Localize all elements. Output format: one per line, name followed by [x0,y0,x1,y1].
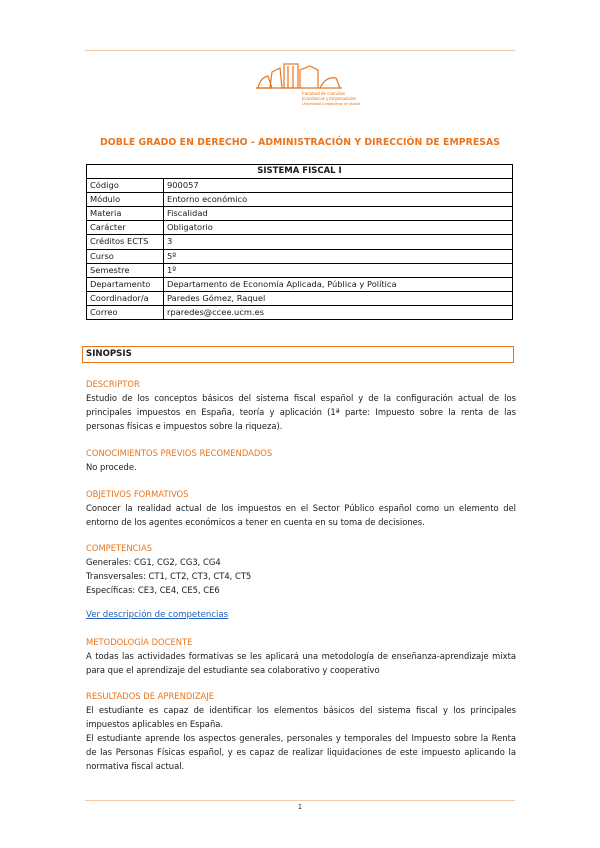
row-label: Correo [87,305,164,319]
row-label: Módulo [87,193,164,207]
table-row [87,235,513,249]
prior-knowledge-text: No procede. [86,462,137,473]
table-row [87,305,513,319]
logo-line-2: Económicas y Empresariales [302,96,356,101]
footer-divider [85,800,515,801]
row-label: Departamento [87,277,164,291]
methodology-heading: METODOLOGÍA DOCENTE [86,637,193,647]
table-row [87,277,513,291]
row-label: Coordinador/a [87,291,164,305]
table-row [87,221,513,235]
table-row [87,207,513,221]
competencies-especificas: Específicas: CE3, CE4, CE5, CE6 [86,585,220,596]
objectives-text: Conocer la realidad actual de los impuestos en el Sector Público español como un elemento del entorno de los agentes económicos a tener en cuenta en su toma de decisiones. [86,503,516,528]
row-value: 3 [164,235,513,249]
objectives-section [86,487,516,529]
row-label: Curso [87,249,164,263]
learning-outcomes-heading: RESULTADOS DE APRENDIZAJE [86,691,214,701]
degree-title: DOBLE GRADO EN DERECHO - ADMINISTRACIÓN Y DIRECCIÓN DE EMPRESAS [100,137,500,148]
row-label: Créditos ECTS [87,235,164,249]
methodology-section [86,635,516,677]
table-row [87,179,513,193]
faculty-logo [250,58,361,110]
learning-outcomes-text-1: El estudiante es capaz de identificar los elementos básicos del sistema fiscal y los principales impuestos aplicables en España. [86,705,516,730]
row-value: Obligatorio [164,221,513,235]
page-number: 1 [297,803,303,811]
logo-line-1: Facultad de Ciencias [302,91,345,96]
objectives-heading: OBJETIVOS FORMATIVOS [86,489,189,499]
header-divider [85,50,515,51]
prior-knowledge-heading: CONOCIMIENTOS PREVIOS RECOMENDADOS [86,448,273,458]
row-value: Departamento de Economía Aplicada, Pública y Política [164,277,513,291]
table-row [87,291,513,305]
row-value: Fiscalidad [164,207,513,221]
methodology-text: A todas las actividades formativas se les aplicará una metodología de enseñanza-aprendizaje mixta para que el aprendizaje del estudiante sea colaborativo y cooperativo [86,651,516,676]
course-name: SISTEMA FISCAL I [87,165,513,179]
row-label: Semestre [87,263,164,277]
competencies-generales: Generales: CG1, CG2, CG3, CG4 [86,557,221,568]
learning-outcomes-text-2: El estudiante aprende los aspectos generales, personales y temporales del Impuesto sobre la Renta de las Personas Físicas español, y es capaz de realizar liquidaciones de este impuesto aplicando la normativa fiscal actual. [86,733,516,772]
competencies-description-link[interactable]: Ver descripción de competencias [86,610,229,620]
competencies-section [86,541,516,597]
row-value: Paredes Gómez, Raquel [164,291,513,305]
sinopsis-heading: SINOPSIS [82,346,514,363]
logo-line-3: Universidad Complutense de Madrid [302,102,361,106]
descriptor-heading: DESCRIPTOR [86,379,140,389]
table-header-row [87,165,513,179]
descriptor-section [86,377,516,433]
competencies-heading: COMPETENCIAS [86,543,153,553]
row-label: Materia [87,207,164,221]
competencies-transversales: Transversales: CT1, CT2, CT3, CT4, CT5 [86,571,252,582]
row-label: Código [87,179,164,193]
row-value: 900057 [164,179,513,193]
row-value: Entorno económico [164,193,513,207]
learning-outcomes-section [86,689,516,774]
prior-knowledge-section [86,446,516,474]
row-value: 5º [164,249,513,263]
table-row [87,193,513,207]
row-value: rparedes@ccee.ucm.es [164,305,513,319]
course-info-table [86,164,513,320]
table-row [87,249,513,263]
descriptor-text: Estudio de los conceptos básicos del sistema fiscal español y de la configuración actual de los principales impuestos en España, teoría y aplicación (1ª parte: Impuesto sobre la renta de las personas físicas e impuestos sobre la riqueza). [86,393,516,432]
row-value: 1º [164,263,513,277]
row-label: Carácter [87,221,164,235]
table-row [87,263,513,277]
